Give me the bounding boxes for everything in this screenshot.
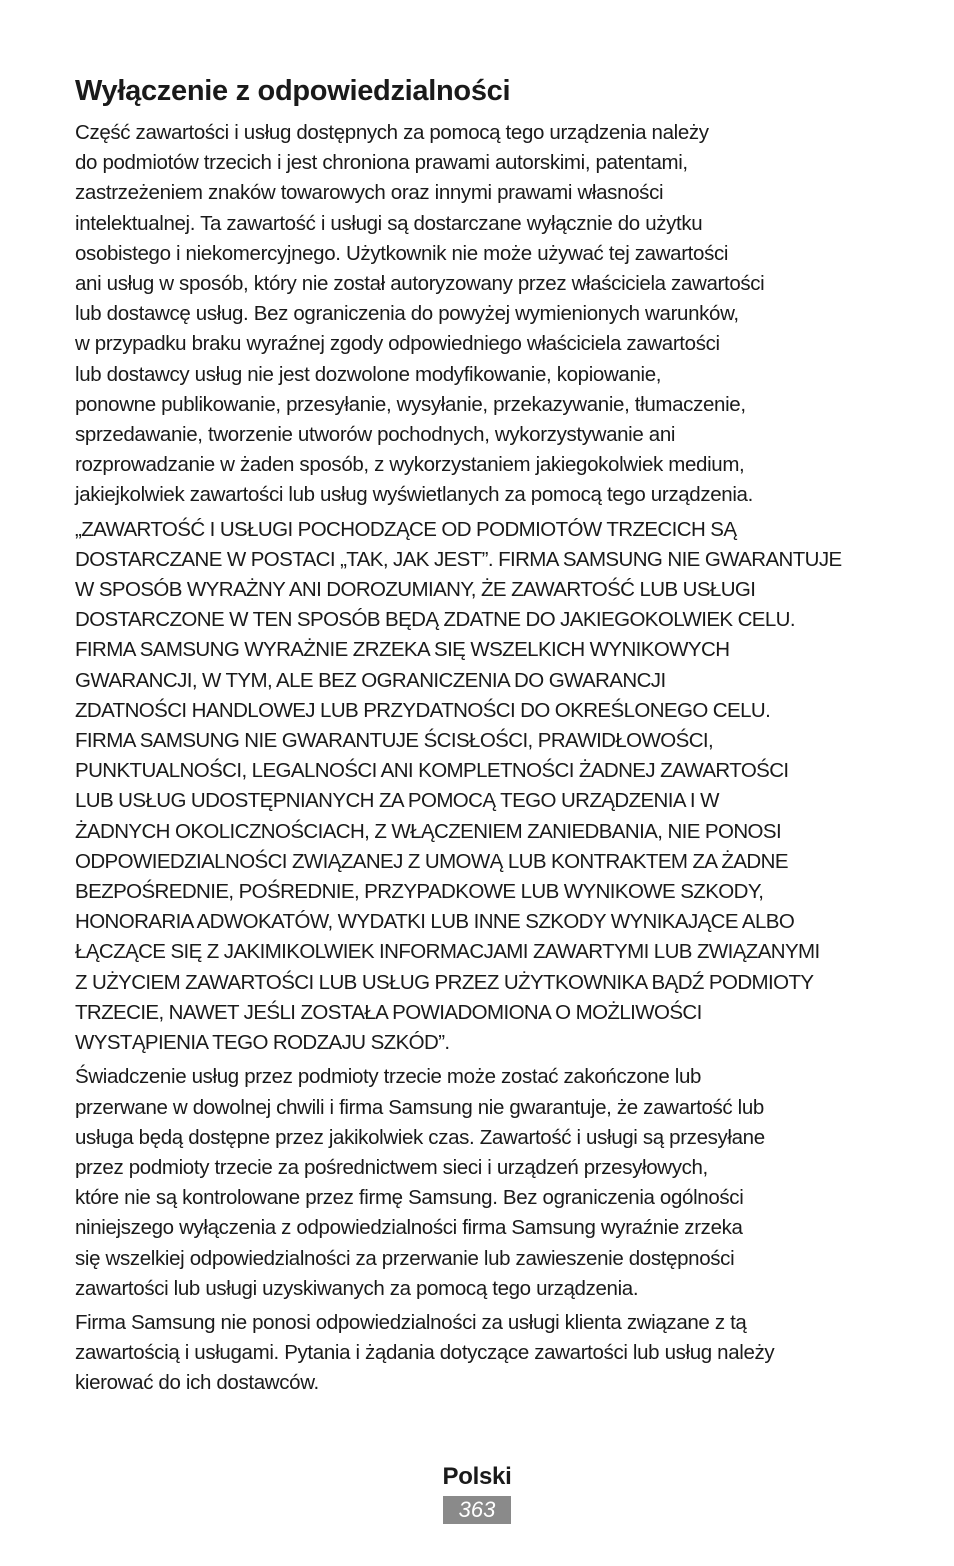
page-title: Wyłączenie z odpowiedzialności <box>75 75 511 107</box>
document-page <box>75 70 885 1403</box>
footer-language: Polski <box>442 1463 512 1490</box>
intro-paragraph: Część zawartości i usług dostępnych za pomocą tego urządzenia należy do podmiotów trzecich i jest chroniona prawami autorskimi, patentami, zastrzeżeniem znaków towarowych oraz innymi prawami własności intelektualnej. Ta zawartość i usługi są dostarczane wyłącznie do użytku osobistego i niekomercyjnego. Użytkownik nie może używać tej zawartości ani usług w sposób, który nie został autoryzowany przez właściciela zawartości lub dostawcę usług. Bez ograniczenia do powyżej wymienionych warunków, w przypadku braku wyraźnej zgody odpowiedniego właściciela zawartości lub dostawcy usług nie jest dozwolone modyfikowanie, kopiowanie, ponowne publikowanie, przesyłanie, wysyłanie, przekazywanie, tłumaczenie, sprzedawanie, tworzenie utworów pochodnych, wykorzystywanie ani rozprowadzanie w żaden sposób, z wykorzystaniem jakiegokolwiek medium, jakiejkolwiek zawartości lub usług wyświetlanych za pomocą tego urządzenia. <box>75 121 765 507</box>
customer-service-paragraph: Firma Samsung nie ponosi odpowiedzialności za usługi klienta związane z tą zawartością i usługami. Pytania i żądania dotyczące zawartości lub usług należy kierować do ich dostawców. <box>75 1310 775 1395</box>
page-number: 363 <box>443 1496 511 1524</box>
disclaimer-paragraph: „ZAWARTOŚĆ I USŁUGI POCHODZĄCE OD PODMIOTÓW TRZECICH SĄ DOSTARCZANE W POSTACI „TAK, JAK JEST”. FIRMA SAMSUNG NIE GWARANTUJE W SPOSÓB WYRAŻNY ANI DOROZUMIANY, ŻE ZAWARTOŚĆ LUB USŁUGI DOSTARCZONE W TEN SPOSÓB BĘDĄ ZDATNE DO JAKIEGOKOLWIEK CELU. FIRMA SAMSUNG WYRAŻNIE ZRZEKA SIĘ WSZELKICH WYNIKOWYCH GWARANCJI, W TYM, ALE BEZ OGRANICZENIA DO GWARANCJI ZDATNOŚCI HANDLOWEJ LUB PRZYDATNOŚCI DO OKREŚLONEGO CELU. FIRMA SAMSUNG NIE GWARANTUJE ŚCISŁOŚCI, PRAWIDŁOWOŚCI, PUNKTUALNOŚCI, LEGALNOŚCI ANI KOMPLETNOŚCI ŻADNEJ ZAWARTOŚCI LUB USŁUG UDOSTĘPNIANYCH ZA POMOCĄ TEGO URZĄDZENIA I W ŻADNYCH OKOLICZNOŚCIACH, Z WŁĄCZENIEM ZANIEDBANIA, NIE PONOSI ODPOWIEDZIALNOŚCI ZWIĄZANEJ Z UMOWĄ LUB KONTRAKTEM ZA ŻADNE BEZPOŚREDNIE, POŚREDNIE, PRZYPADKOWE LUB WYNIKOWE SZKODY, HONORARIA ADWOKATÓW, WYDATKI LUB INNE SZKODY WYNIKAJĄCE ALBO ŁĄCZĄCE SIĘ Z JAKIMIKOLWIEK INFORMACJAMI ZAWARTYMI LUB ZWIĄZANYMI Z UŻYCIEM ZAWARTOŚCI LUB USŁUG PRZEZ UŻYTKOWNIKA BĄDŹ PODMIOTY TRZECIE, NAWET JEŚLI ZOSTAŁA POWIADOMIONA O MOŻLIWOŚCI WYSTĄPIENIA TEGO RODZAJU SZKÓD”. <box>75 517 842 1055</box>
service-paragraph: Świadczenie usług przez podmioty trzecie może zostać zakończone lub przerwane w dowolnej chwili i firma Samsung nie gwarantuje, że zawartość lub usługa będą dostępne przez jakikolwiek czas. Zawartość i usługi są przesyłane przez podmioty trzecie za pośrednictwem sieci i urządzeń przesyłowych, które nie są kontrolowane przez firmę Samsung. Bez ograniczenia ogólności niniejszego wyłączenia z odpowiedzialności firma Samsung wyraźnie zrzeka się wszelkiej odpowiedzialności za przerwanie lub zawieszenie dostępności zawartości lub usługi uzyskiwanych za pomocą tego urządzenia. <box>75 1065 765 1300</box>
page-footer <box>0 1462 954 1524</box>
